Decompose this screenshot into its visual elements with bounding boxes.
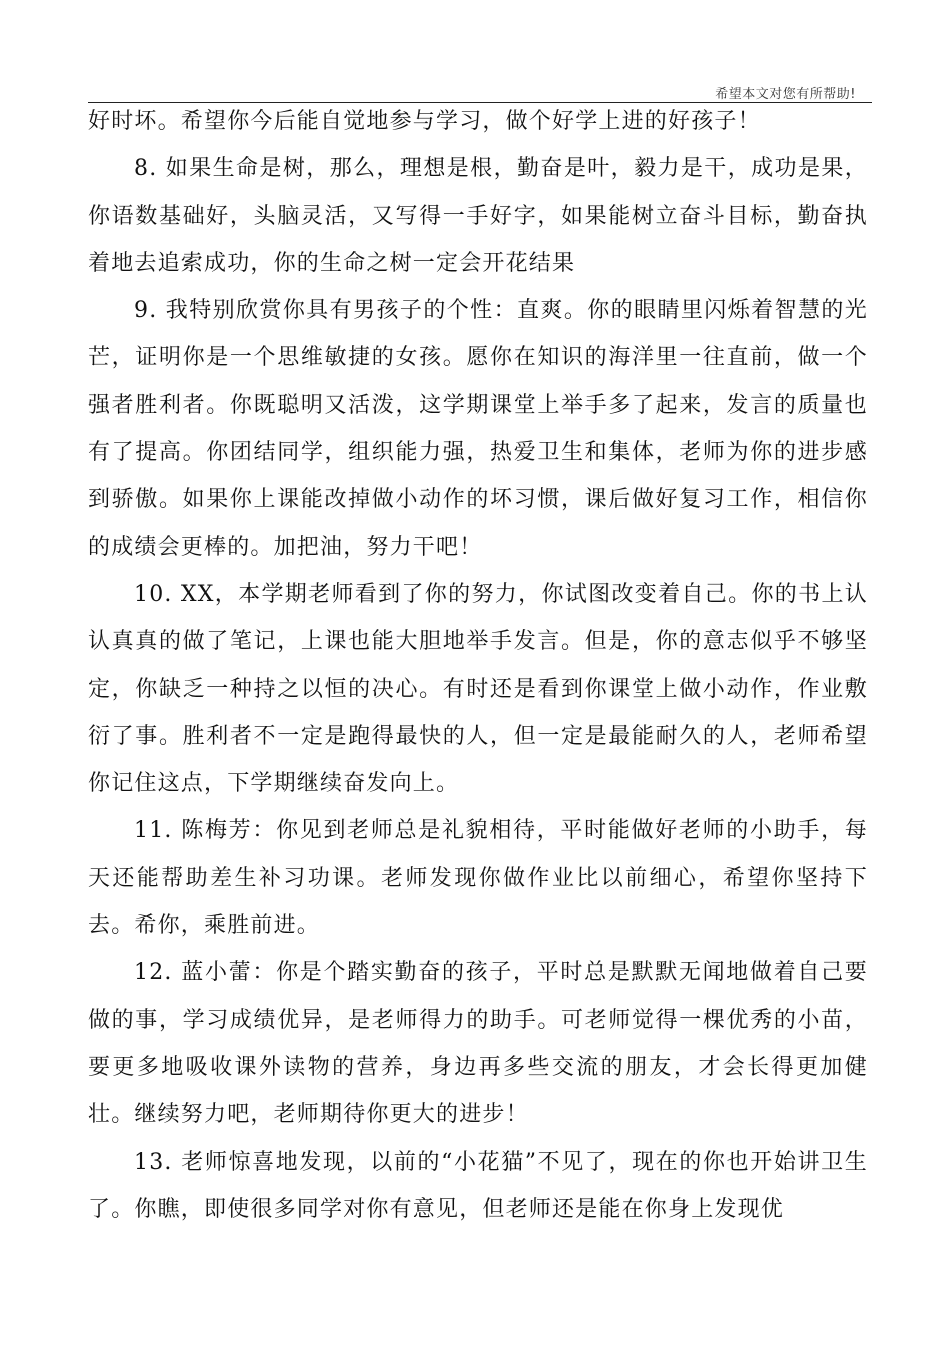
paragraph-item-8: 8. 如果生命是树，那么，理想是根，勤奋是叶，毅力是干，成功是果，你语数基础好，头脑灵活，又写得一手好字，如果能树立奋斗目标，勤奋执着地去追索成功，你的生命之树一定会开花结果 <box>88 156 868 276</box>
paragraph-item-12: 12. 蓝小蕾：你是个踏实勤奋的孩子，平时总是默默无闻地做着自己要做的事，学习成绩优异，是老师得力的助手。可老师觉得一棵优秀的小苗，要更多地吸收课外读物的营养，身边再多些交流的朋友，才会长得更加健壮。继续努力吧，老师期待你更大的进步！ <box>88 960 868 1128</box>
header-note: 希望本文对您有所帮助! <box>715 87 856 102</box>
paragraph-item-9: 9. 我特别欣赏你具有男孩子的个性：直爽。你的眼睛里闪烁着智慧的光芒，证明你是一个思维敏捷的女孩。愿你在知识的海洋里一往直前，做一个强者胜利者。你既聪明又活泼，这学期课堂上举手多了起来，发言的质量也有了提高。你团结同学，组织能力强，热爱卫生和集体，老师为你的进步感到骄傲。如果你上课能改掉做小动作的坏习惯，课后做好复习工作，相信你的成绩会更棒的。加把油，努力干吧！ <box>88 298 868 560</box>
paragraph-continuation: 好时坏。希望你今后能自觉地参与学习，做个好学上进的好孩子！ <box>88 109 761 134</box>
paragraph-item-13: 13. 老师惊喜地发现，以前的“小花猫”不见了，现在的你也开始讲卫生了。你瞧，即使很多同学对你有意见，但老师还是能在你身上发现优 <box>88 1149 868 1222</box>
document-body <box>88 98 868 1233</box>
paragraph-item-10: 10. XX，本学期老师看到了你的努力，你试图改变着自己。你的书上认认真真的做了笔记，上课也能大胆地举手发言。但是，你的意志似乎不够坚定，你缺乏一种持之以恒的决心。有时还是看到你课堂上做小动作，作业敷衍了事。胜利者不一定是跑得最快的人，但一定是最能耐久的人，老师希望你记住这点，下学期继续奋发向上。 <box>88 581 868 797</box>
paragraph-item-11: 11. 陈梅芳：你见到老师总是礼貌相待，平时能做好老师的小助手，每天还能帮助差生补习功课。老师发现你做作业比以前细心，希望你坚持下去。希你，乘胜前进。 <box>88 818 868 939</box>
